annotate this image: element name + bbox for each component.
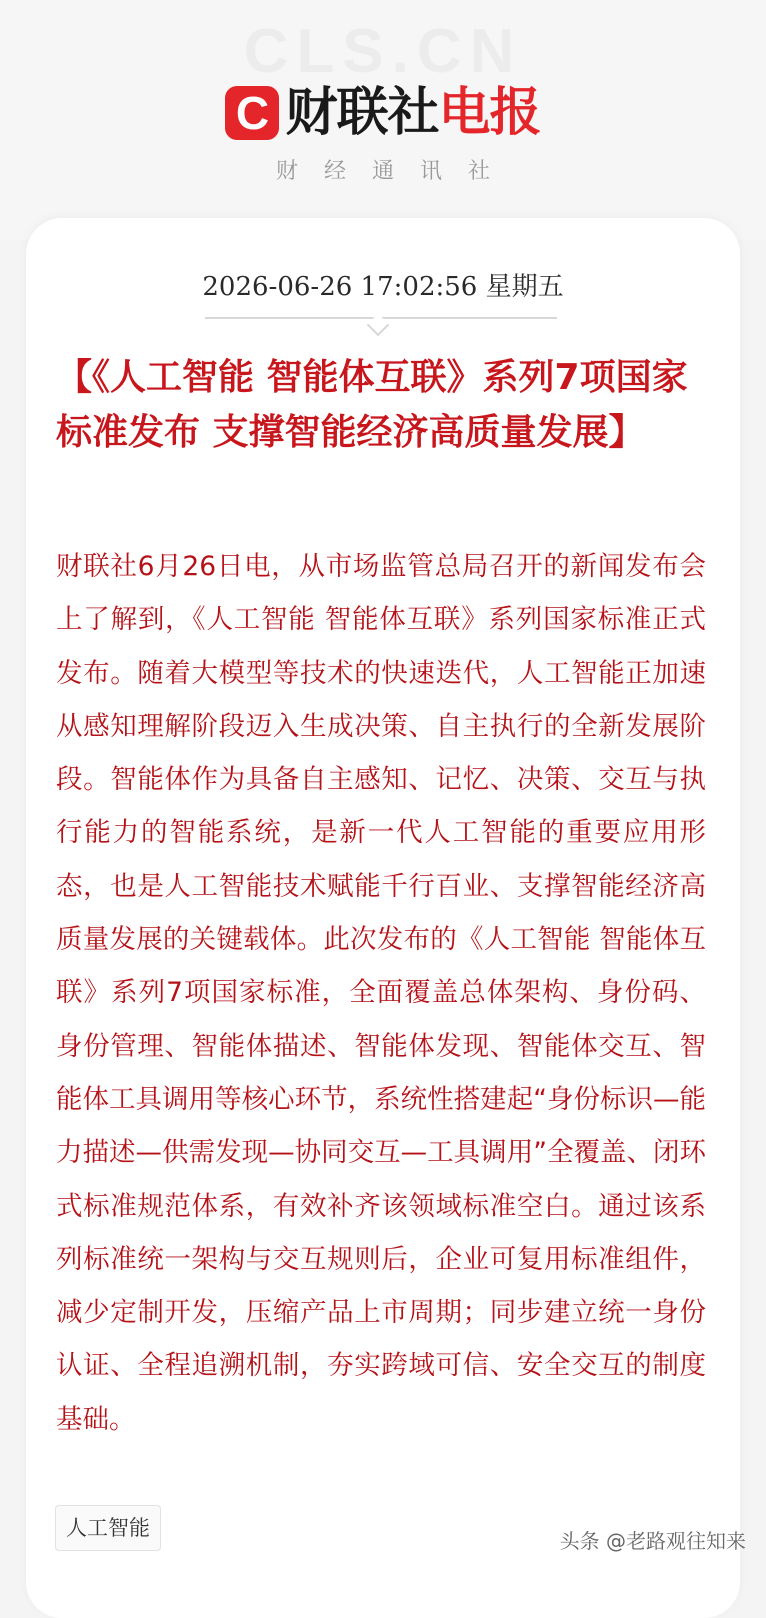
article-body: 财联社6月26日电，从市场监管总局召开的新闻发布会上了解到，《人工智能 智能体互联》系列国家标准正式发布。随着大模型等技术的快速迭代，人工智能正加速从感知理解阶段迈入生成决策、自主执行的全新发展阶段。智能体作为具备自主感知、记忆、决策、交互与执行能力的智能系统，是新一代人工智能的重要应用形态，也是人工智能技术赋能千行百业、支撑智能经济高质量发展的关键载体。此次发布的《人工智能 智能体互联》系列7项国家标准，全面覆盖总体架构、身份码、身份管理、智能体描述、智能体发现、智能体交互、智能体工具调用等核心环节，系统性搭建起“身份标识—能力描述—供需发现—协同交互—工具调用”全覆盖、闭环式标准规范体系，有效补齐该领域标准空白。通过该系列标准统一架构与交互规则后，企业可复用标准组件，减少定制开发，压缩产品上市周期；同步建立统一身份认证、全程追溯机制，夯实跨域可信、安全交互的制度基础。 <box>56 551 706 1435</box>
brand-logo <box>0 83 766 143</box>
topic-tag[interactable]: 人工智能 <box>55 1505 161 1551</box>
source-watermark: 头条 @老路观往知来 <box>559 1529 746 1553</box>
watermark: CLS.CN <box>243 17 523 86</box>
article-datetime: 2026-06-26 17:02:56 星期五 <box>202 272 564 302</box>
article-title: 【《人工智能 智能体互联》系列7项国家标准发布 支撑智能经济高质量发展】 <box>56 357 688 453</box>
logo-text <box>285 83 541 143</box>
date-container <box>0 266 766 303</box>
tagline: 财经通讯社 <box>275 159 516 184</box>
logo-text-black: 财联社 <box>285 83 439 143</box>
logo-text-red: 电报 <box>438 83 541 143</box>
logo-c-icon: C <box>225 86 279 140</box>
